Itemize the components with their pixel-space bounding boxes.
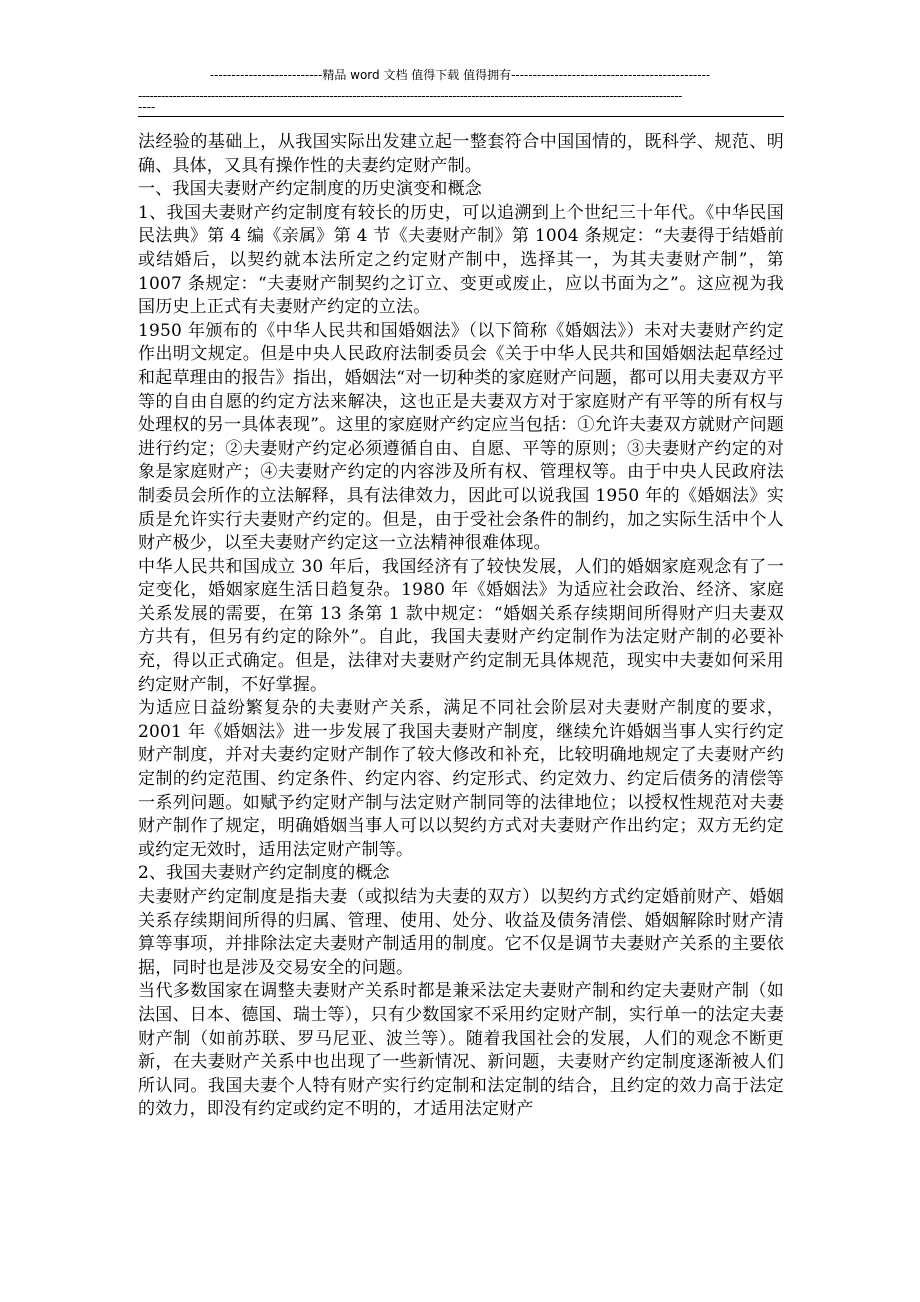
subsection-heading: 2、我国夫妻财产约定制度的概念 [138,863,390,884]
body-paragraph: 为适应日益纷繁复杂的夫妻财产关系，满足不同社会阶层对夫妻财产制度的要求，2001 年《婚姻法》进一步发展了我国夫妻财产制度，继续允许婚姻当事人实行约定财产制度，并对夫妻约定财产制作了较大修改和补充，比较明确地规定了夫妻财产约定制的约定范围、约定条件、约定内容、约定形式、约定效力、约定后债务的清偿等一系列问题。如赋予约定财产制与法定财产制同等的法律地位；以授权性规范对夫妻财产制作了规定，明确婚姻当事人可以以契约方式对夫妻财产作出约定；双方无约定或约定无效时，适用法定财产制等。 [138,698,784,860]
page-header-banner: --------------------------精品 word 文档 值得下载 值得拥有---------------------------------------------- [209,68,711,82]
body-paragraph: 1950 年颁布的《中华人民共和国婚姻法》（以下简称《婚姻法》）未对夫妻财产约定作出明文规定。但是中央人民政府法制委员会《关于中华人民共和国婚姻法起草经过和起草理由的报告》指出，婚姻法“对一切种类的家庭财产问题，都可以用夫妻双方平等的自由自愿的约定方法来解决，这也正是夫妻双方对于家庭财产有平等的所有权与处理权的另一具体表现”。这里的家庭财产约定应当包括：①允许夫妻双方就财产问题进行约定；②夫妻财产约定必须遵循自由、自愿、平等的原则；③夫妻财产约定的对象是家庭财产；④夫妻财产约定的内容涉及所有权、管理权等。由于中央人民政府法制委员会所作的立法解释，具有法律效力，因此可以说我国 1950 年的《婚姻法》实质是允许实行夫妻财产约定的。但是，由于受社会条件的制约，加之实际生活中个人财产极少，以至夫妻财产约定这一立法精神很难体现。 [138,320,784,554]
body-paragraph: 中华人民共和国成立 30 年后，我国经济有了较快发展，人们的婚姻家庭观念有了一定变化，婚姻家庭生活日趋复杂。1980 年《婚姻法》为适应社会政治、经济、家庭关系发展的需要，在第 13 条第 1 款中规定：“婚姻关系存续期间所得财产归夫妻双方共有，但另有约定的除外”。自此，我国夫妻财产约定制作为法定财产制的必要补充，得以正式确定。但是，法律对夫妻财产约定制无具体规范，现实中夫妻如何采用约定财产制，不好掌握。 [138,556,784,695]
header-dash-line: ---------------------------------------------------------------------------------------------------------------------------------------------- [138,89,682,103]
body-paragraph: 当代多数国家在调整夫妻财产关系时都是兼采法定夫妻财产制和约定夫妻财产制（如法国、日本、德国、瑞士等），只有少数国家不采用约定财产制，实行单一的法定夫妻财产制（如前苏联、罗马尼亚、波兰等）。随着我国社会的发展，人们的观念不断更新，在夫妻财产关系中也出现了一些新情况、新问题，夫妻财产约定制度逐渐被人们所认同。我国夫妻个人特有财产实行约定制和法定制的结合，且约定的效力高于法定的效力，即没有约定或约定不明的，才适用法定财产 [138,981,784,1120]
body-paragraph: 1、我国夫妻财产约定制度有较长的历史，可以追溯到上个世纪三十年代。《中华民国民法典》第 4 编《亲属》第 4 节《夫妻财产制》第 1004 条规定：“夫妻得于结婚前或结婚后，以契约就本法所定之约定财产制中，选择其一，为其夫妻财产制”，第 1007 条规定：“夫妻财产制契约之订立、变更或废止，应以书面为之”。这应视为我国历史上正式有夫妻财产约定的立法。 [138,202,784,318]
header-dash-tail: ---- [138,100,156,114]
body-paragraph: 法经验的基础上，从我国实际出发建立起一整套符合中国国情的，既科学、规范、明确、具体，又具有操作性的夫妻约定财产制。 [138,132,784,176]
document-body [138,131,784,1122]
body-paragraph: 夫妻财产约定制度是指夫妻（或拟结为夫妻的双方）以契约方式约定婚前财产、婚姻关系存续期间所得的归属、管理、使用、处分、收益及债务清偿、婚姻解除时财产清算等事项，并排除法定夫妻财产制适用的制度。它不仅是调节夫妻财产关系的主要依据，同时也是涉及交易安全的问题。 [138,887,784,978]
header-rule [138,116,784,117]
section-heading: 一、我国夫妻财产约定制度的历史演变和概念 [138,179,482,200]
